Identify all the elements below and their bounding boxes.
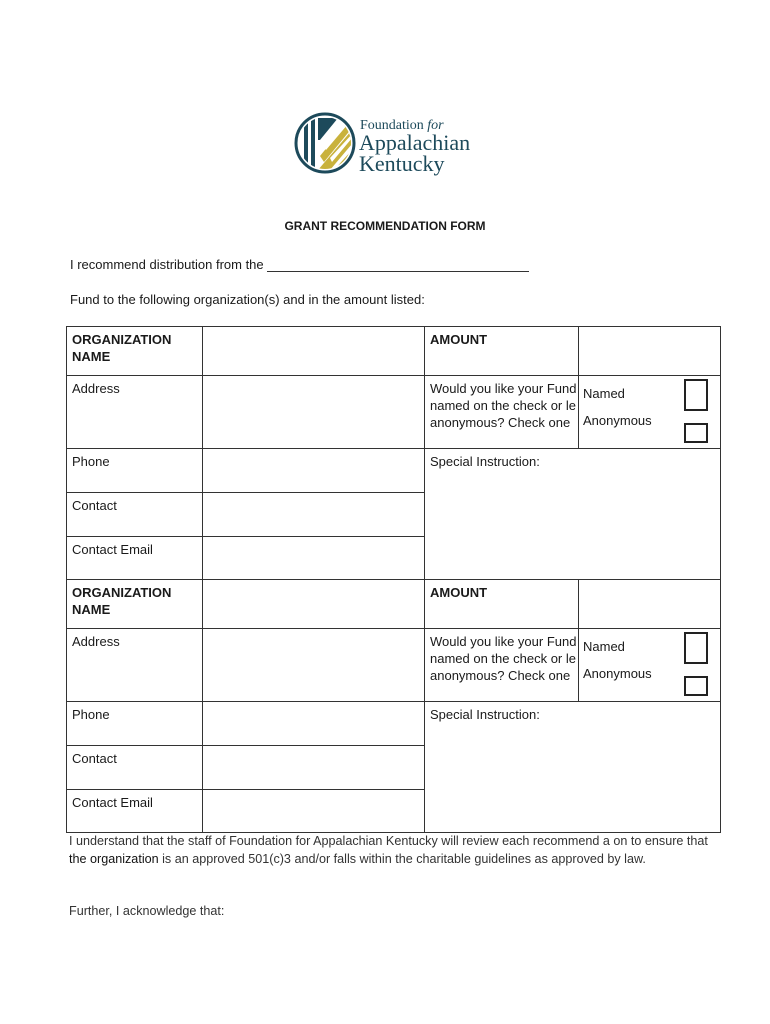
fund-question: Would you like your Fund named on the check or le anonymous? Check one xyxy=(425,376,579,449)
org-name-label: ORGANIZATION NAME xyxy=(67,580,203,629)
named-anonymous-choice xyxy=(579,629,721,702)
amount-label: AMOUNT xyxy=(425,327,579,376)
highlighted-organization-text: the organization xyxy=(69,852,159,866)
anonymous-checkbox[interactable] xyxy=(684,676,708,696)
further-acknowledge-text: Further, I acknowledge that: xyxy=(69,904,225,918)
contact-email-label: Contact Email xyxy=(67,790,203,833)
special-instruction-field[interactable] xyxy=(425,702,721,833)
special-instruction-field[interactable] xyxy=(425,449,721,580)
named-checkbox[interactable] xyxy=(684,379,708,411)
contact-label: Contact xyxy=(67,746,203,790)
acknowledgement-paragraph: I understand that the staff of Foundation for Appalachian Kentucky will review each recommend a on to ensure that the organization is an approved 501(c)3 and/or falls within the charitable guidelines as approved by law. xyxy=(69,834,708,866)
amount-label: AMOUNT xyxy=(425,580,579,629)
org-name-label: ORGANIZATION NAME xyxy=(67,327,203,376)
logo-emblem-icon xyxy=(294,110,356,176)
contact-label: Contact xyxy=(67,493,203,537)
address-field[interactable] xyxy=(203,629,425,702)
address-label: Address xyxy=(67,376,203,449)
contact-email-field[interactable] xyxy=(203,790,425,833)
recommend-text: I recommend distribution from the xyxy=(70,257,264,272)
contact-field[interactable] xyxy=(203,493,425,537)
org-name-field[interactable] xyxy=(203,327,425,376)
contact-email-label: Contact Email xyxy=(67,537,203,580)
foundation-logo xyxy=(294,110,484,180)
anonymous-checkbox[interactable] xyxy=(684,423,708,443)
logo-line-2: Appalachian xyxy=(359,130,471,155)
anonymous-label: Anonymous xyxy=(583,666,652,681)
special-instruction-label: Special Instruction: xyxy=(430,454,540,469)
amount-field[interactable] xyxy=(579,327,721,376)
logo-line-3: Kentucky xyxy=(359,151,445,176)
contact-email-field[interactable] xyxy=(203,537,425,580)
phone-label: Phone xyxy=(67,702,203,746)
fund-question: Would you like your Fund named on the check or le anonymous? Check one xyxy=(425,629,579,702)
recommend-line xyxy=(70,257,529,272)
address-label: Address xyxy=(67,629,203,702)
organization-table-2 xyxy=(66,579,721,833)
form-title: GRANT RECOMMENDATION FORM xyxy=(284,219,486,233)
phone-field[interactable] xyxy=(203,702,425,746)
fund-name-blank[interactable] xyxy=(267,259,529,272)
named-anonymous-labels xyxy=(583,380,652,434)
phone-label: Phone xyxy=(67,449,203,493)
anonymous-label: Anonymous xyxy=(583,413,652,428)
named-anonymous-labels xyxy=(583,633,652,687)
amount-field[interactable] xyxy=(579,580,721,629)
org-name-field[interactable] xyxy=(203,580,425,629)
special-instruction-label: Special Instruction: xyxy=(430,707,540,722)
fund-line: Fund to the following organization(s) and in the amount listed: xyxy=(70,292,425,307)
phone-field[interactable] xyxy=(203,449,425,493)
named-checkbox[interactable] xyxy=(684,632,708,664)
contact-field[interactable] xyxy=(203,746,425,790)
address-field[interactable] xyxy=(203,376,425,449)
named-label: Named xyxy=(583,639,625,654)
organization-table-1 xyxy=(66,326,721,580)
named-anonymous-choice xyxy=(579,376,721,449)
named-label: Named xyxy=(583,386,625,401)
logo-line-1: Foundation for xyxy=(360,118,444,133)
